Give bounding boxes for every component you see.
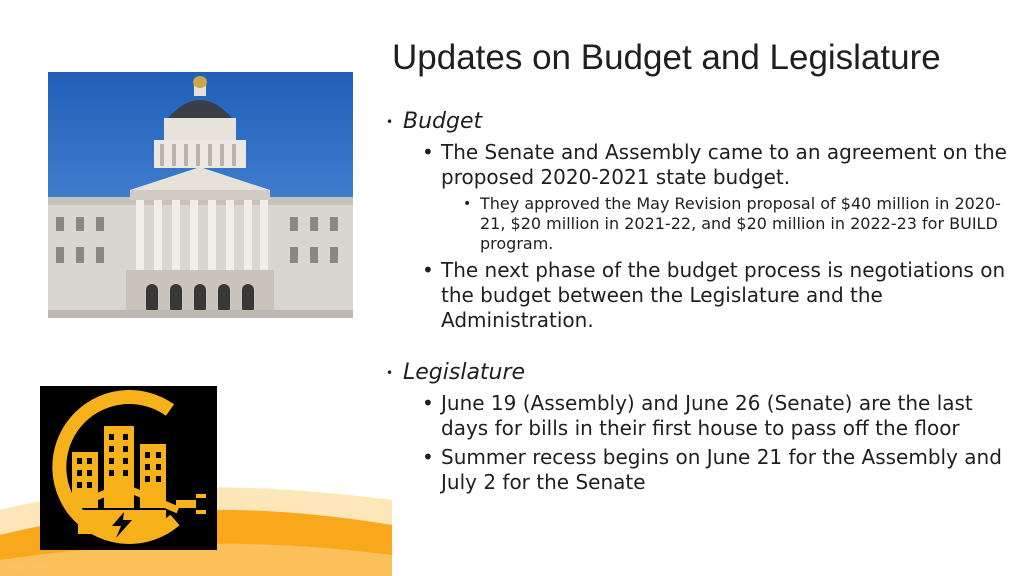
bullet-icon: • [422,391,434,415]
list-item [386,445,1016,495]
bullet-icon: • [422,140,434,164]
section-heading-budget [386,108,1016,136]
bullet-icon: • [463,196,472,212]
logo-area [0,360,392,576]
bullet-icon: • [386,366,394,380]
slide-body [386,108,1016,499]
bullet-icon: • [422,445,434,469]
section-heading-label: Budget [403,109,483,134]
city-energy-logo-icon [40,386,217,550]
slide-title: Updates on Budget and Legislature [392,38,941,77]
list-item [386,391,1016,441]
bullet-icon: • [422,258,434,282]
list-item-text: June 19 (Assembly) and June 26 (Senate) are the last days for bills in their first house to pass off the floor [441,391,973,440]
section-spacer [386,337,1016,359]
list-item [386,140,1016,190]
bullet-icon: • [386,115,394,129]
sub-list-item [386,194,1016,254]
section-heading-legislature [386,359,1016,387]
watermark-text: lpgs.com [4,561,50,572]
list-item-text: The Senate and Assembly came to an agreement on the proposed 2020-2021 state budget. [441,140,1007,189]
list-item [386,258,1016,333]
capitol-photo [48,72,353,318]
section-heading-label: Legislature [403,360,526,385]
sub-list-item-text: They approved the May Revision proposal of $40 million in 2020-21, $20 million in 2021-22, and $20 million in 2022-23 for BUILD program. [480,194,1001,253]
list-item-text: Summer recess begins on June 21 for the Assembly and July 2 for the Senate [441,445,1002,494]
list-item-text: The next phase of the budget process is negotiations on the budget between the Legislature and the Administration. [441,258,1006,332]
